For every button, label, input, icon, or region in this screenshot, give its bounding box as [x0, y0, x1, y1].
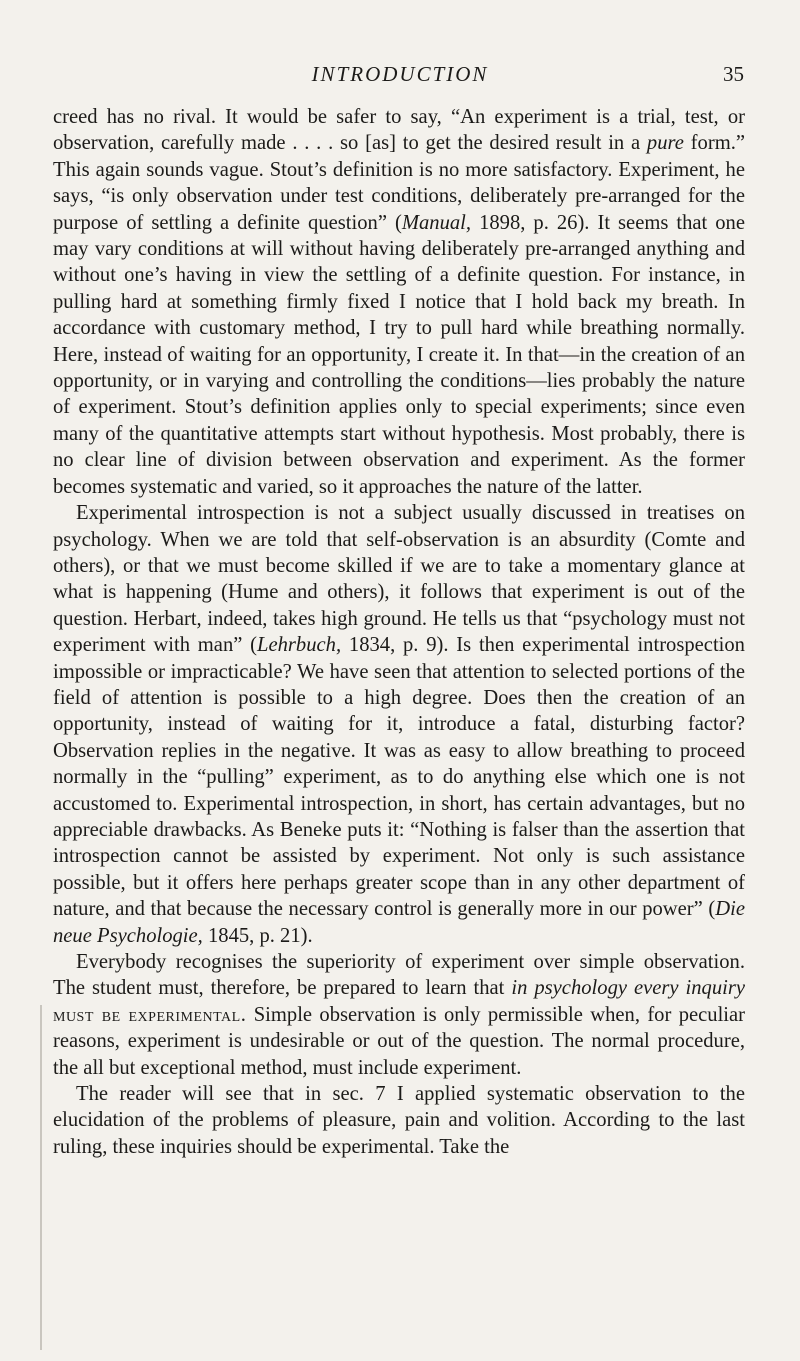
emphasis: in psychology every inquiry — [511, 977, 745, 1000]
citation-title: Lehrbuch, — [257, 634, 342, 657]
body-text — [53, 104, 745, 1160]
citation-title: Manual, — [401, 211, 472, 234]
paragraph-3 — [53, 949, 745, 1081]
text-segment: form.” This again sounds vague. Stout’s definition is no more satisfactory. Experiment, he says, “is only observation under test conditions, deliberately pre-arranged for the purpose of settling a definite question” ( — [53, 132, 746, 234]
text-segment: 1898, p. 26). It seems that one may vary conditions at will without having deliberately pre-arranged anything and without one’s having in view the settling of a definite question. For instance, in pulling hard at something firmly fixed I notice that I hold back my breath. In accordance with customary method, I try to pull hard while breathing normally. Here, instead of waiting for an opportunity, I create it. In that—in the creation of an opportunity, or in varying and controlling the conditions—lies probably the nature of experiment. Stout’s definition applies only to special experiments; since even many of the quantitative attempts start without hypothesis. Most probably, there is no clear line of division between observation and experiment. As the former becomes systematic and varied, so it approaches the nature of the latter. — [53, 211, 745, 498]
binding-shadow — [40, 1005, 42, 1350]
text-segment: creed has no rival. It would be safer to say, “An experiment is a trial, test, or observation, carefully made . . . . so [as] to get the desired result in a — [53, 106, 745, 155]
paragraph-4 — [53, 1081, 745, 1160]
text-segment: Simple observation is only permissible when, for peculiar reasons, experiment is undesirable or out of the question. The normal procedure, the all but exceptional method, must include experiment. — [53, 1003, 746, 1079]
paragraph-2 — [53, 500, 745, 949]
page-number: 35 — [723, 62, 744, 86]
citation-title: Die neue Psychologie, — [53, 898, 745, 947]
running-head: INTRODUCTION — [311, 62, 489, 86]
text-segment: Everybody recognises the superiority of experiment over simple observation. The student must, therefore, be prepared to learn that — [53, 951, 745, 1000]
paragraph-1 — [53, 104, 745, 500]
text-segment: 1834, p. 9). Is then experimental introspection impossible or impracticable? We have seen that attention to selected portions of the field of attention is possible to a high degree. Does then the creation of an opportunity, instead of waiting for it, introduce a fatal, disturbing factor? Observation replies in the negative. It was as easy to allow breathing to proceed normally in the “pulling” experiment, as to do anything else which one is not accustomed to. Experimental introspection, in short, has certain advantages, but no appreciable drawbacks. As Beneke puts it: “Nothing is falser than the assertion that introspection cannot be assisted by experiment. Not only is such assistance possible, but it offers here perhaps greater scope than in any other department of nature, and that because the necessary control is generally more in our power” ( — [53, 634, 745, 921]
page-header — [0, 62, 800, 92]
text-segment: Experimental introspection is not a subject usually discussed in treatises on psychology. When we are told that self-observation is an absurdity (Comte and others), or that we must become skilled if we are to take a momentary glance at what is happening (Hume and others), it follows that experiment is out of the question. Herbart, indeed, takes high ground. He tells us that “psychology must not experiment with man” ( — [53, 502, 745, 657]
emphasis: pure — [646, 132, 684, 155]
small-caps-emphasis: must be experimental. — [53, 1003, 247, 1026]
text-segment: 1845, p. 21). — [202, 924, 313, 947]
text-segment: The reader will see that in sec. 7 I applied systematic observation to the elucidation of the problems of pleasure, pain and volition. According to the last ruling, these inquiries should be experimental. Take the — [53, 1083, 745, 1158]
